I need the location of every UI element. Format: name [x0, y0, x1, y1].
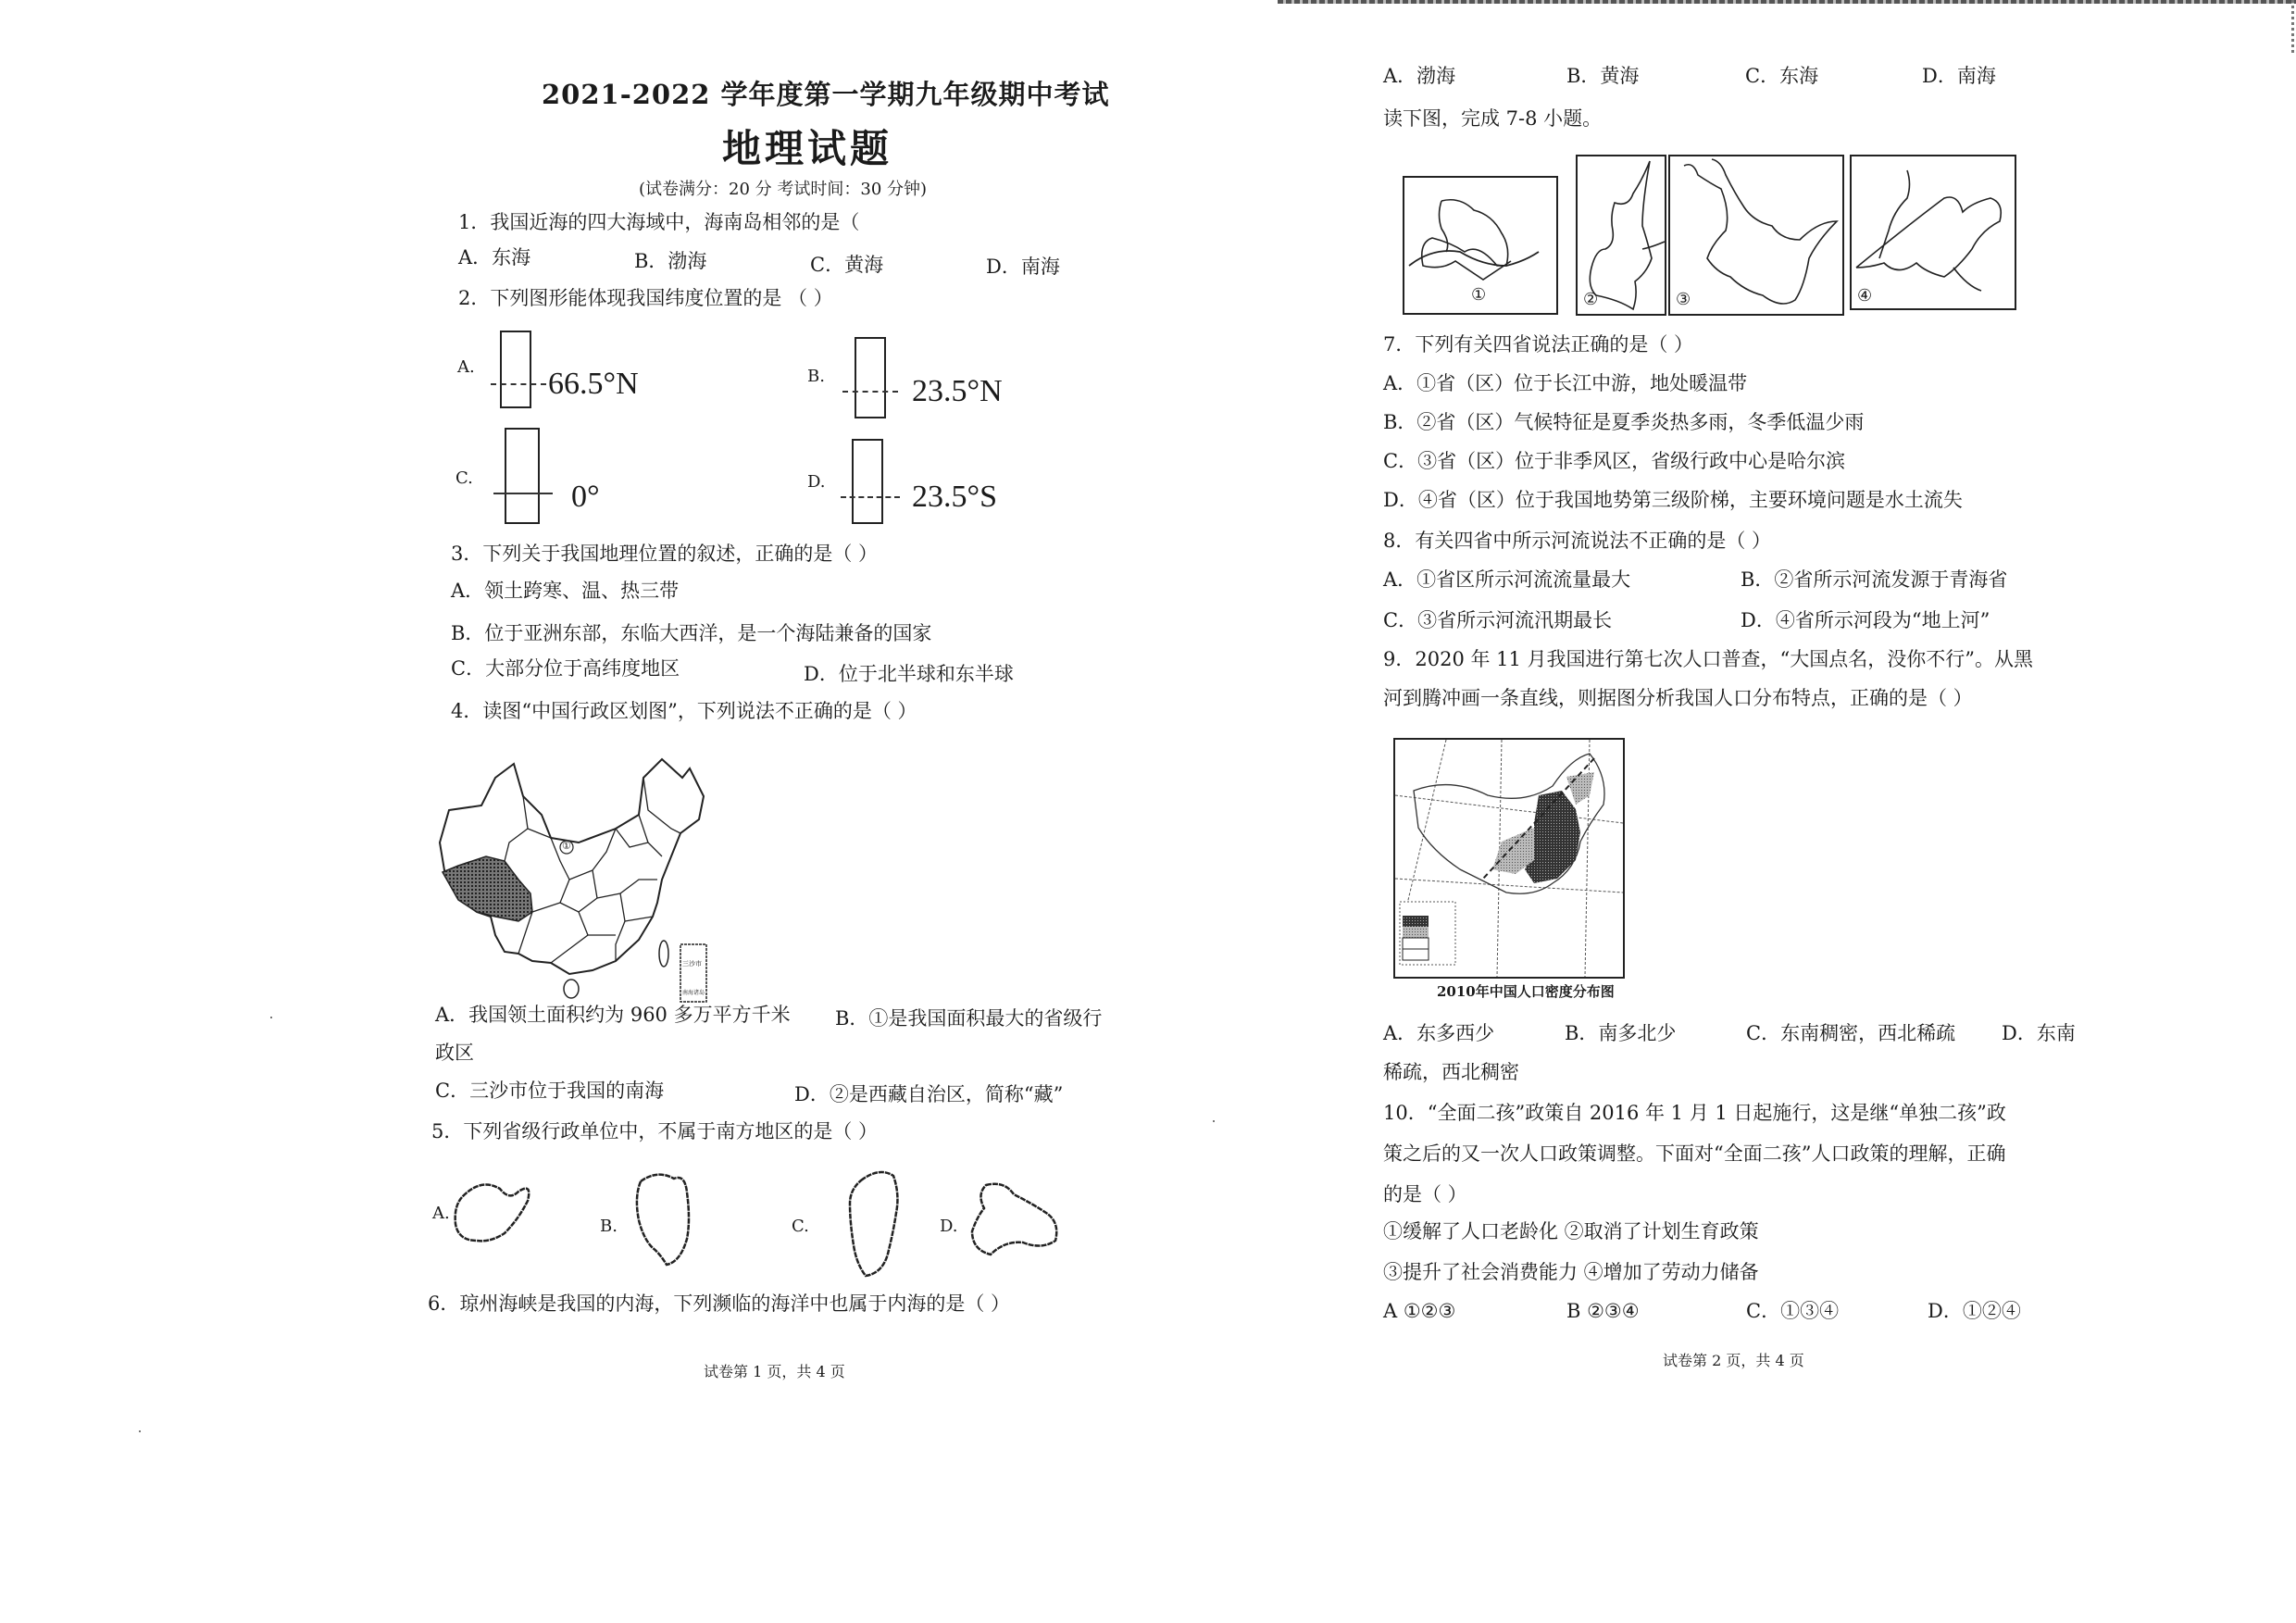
q9-option-a: A．东多西少	[1383, 1022, 1495, 1044]
q4-option-c: C．三沙市位于我国的南海	[435, 1080, 665, 1102]
q2-figure-d-label: 23.5°S	[912, 480, 998, 514]
q2-option-c-letter: C.	[455, 468, 473, 488]
q8-option-d: D．④省所示河段为“地上河”	[1741, 609, 1990, 631]
q8-option-a: A．①省区所示河流流量最大	[1383, 568, 1631, 591]
q8-stem: 8．有关四省中所示河流说法不正确的是（ ）	[1383, 530, 1772, 552]
q4-option-b-cont: 政区	[435, 1042, 474, 1064]
q5-province-shape-b	[630, 1165, 704, 1276]
q8-option-c: C．③省所示河流汛期最长	[1383, 609, 1613, 631]
q7-option-c: C．③省（区）位于非季风区，省级行政中心是哈尔滨	[1383, 450, 1846, 472]
q5-province-shape-c	[842, 1167, 917, 1287]
q4-option-d: D．②是西藏自治区，简称“藏”	[794, 1083, 1064, 1105]
exam-page-2	[1148, 0, 2296, 1623]
q10-option-c: C．①③④	[1746, 1300, 1840, 1322]
subject-title: 地理试题	[722, 126, 893, 171]
q5-province-shape-d	[967, 1176, 1069, 1268]
page-footer-2: 试卷第 2 页，共 4 页	[1663, 1352, 1804, 1369]
q2-option-a-letter: A.	[457, 357, 475, 377]
q10-statements-line1: ①缓解了人口老龄化 ②取消了计划生育政策	[1383, 1220, 1759, 1242]
q5-province-shape-a	[444, 1168, 537, 1252]
q9-stem-line2: 河到腾冲画一条直线，则据图分析我国人口分布特点，正确的是（ ）	[1383, 687, 1973, 709]
q1-option-b: B．渤海	[634, 250, 707, 272]
province-figure-2-label: ②	[1583, 290, 1599, 309]
q2-figure-c-label: 0°	[571, 480, 600, 514]
q7-option-b: B．②省（区）气候特征是夏季炎热多雨，冬季低温少雨	[1383, 411, 1865, 433]
q9-option-d-cont: 稀疏，西北稠密	[1383, 1061, 1519, 1083]
q9-option-c: C．东南稠密，西北稀疏	[1746, 1022, 1956, 1044]
q6-option-c: C．东海	[1745, 65, 1819, 87]
province-figure-2	[1576, 155, 1666, 316]
map-inset-caption: 南海诸岛	[682, 990, 705, 996]
province-figure-4	[1850, 155, 2016, 310]
q2-figure-a-label: 66.5°N	[548, 367, 639, 401]
q10-stem-line1: 10．“全面二孩”政策自 2016 年 1 月 1 日起施行，这是继“单独二孩”政	[1383, 1102, 2006, 1124]
q6-option-a: A．渤海	[1383, 65, 1456, 87]
q2-option-d-letter: D.	[807, 472, 826, 492]
province-figure-3-label: ③	[1676, 290, 1691, 309]
q5-option-c-letter: C.	[792, 1217, 809, 1236]
q7-stem: 7．下列有关四省说法正确的是（ ）	[1383, 333, 1694, 356]
q1-stem: 1．我国近海的四大海域中，海南岛相邻的是（	[458, 211, 860, 233]
q7-8-intro: 读下图，完成 7-8 小题。	[1383, 107, 1603, 130]
q3-option-d: D．位于北半球和东半球	[804, 663, 1014, 685]
q1-option-c: C．黄海	[810, 254, 884, 276]
q3-option-c: C．大部分位于高纬度地区	[451, 657, 680, 680]
q7-option-d: D．④省（区）位于我国地势第三级阶梯，主要环境问题是水土流失	[1383, 489, 1963, 511]
province-figure-1	[1403, 176, 1558, 315]
q2-option-b-letter: B.	[807, 367, 825, 386]
population-map-caption: 2010年中国人口密度分布图	[1437, 983, 1615, 1000]
q5-option-b-letter: B.	[600, 1217, 618, 1236]
province-figure-4-label: ④	[1857, 286, 1873, 306]
q10-stem-line2: 策之后的又一次人口政策调整。下面对“全面二孩”人口政策的理解，正确	[1383, 1142, 2006, 1165]
q2-stem: 2．下列图形能体现我国纬度位置的是 （ ）	[458, 287, 833, 309]
q7-option-a: A．①省（区）位于长江中游，地处暖温带	[1383, 372, 1748, 394]
q3-stem: 3．下列关于我国地理位置的叙述，正确的是（ ）	[451, 543, 879, 565]
province-figure-3	[1668, 155, 1844, 316]
q10-statements-line2: ③提升了社会消费能力 ④增加了劳动力储备	[1383, 1261, 1759, 1283]
q6-option-b: B．黄海	[1566, 65, 1640, 87]
q4-stem: 4．读图“中国行政区划图”，下列说法不正确的是（ ）	[451, 700, 917, 722]
q4-option-b: B．①是我国面积最大的省级行	[835, 1007, 1103, 1030]
q5-option-a-letter: A.	[432, 1204, 450, 1223]
q10-stem-line3: 的是（ ）	[1383, 1183, 1467, 1205]
q10-option-d: D．①②④	[1928, 1300, 2021, 1322]
q6-option-d: D．南海	[1922, 65, 1996, 87]
exam-title: 2021-2022 学年度第一学期九年级期中考试	[542, 79, 1110, 110]
q2-figure-b-label: 23.5°N	[912, 374, 1003, 408]
q5-option-d-letter: D.	[940, 1217, 958, 1236]
page-footer-1: 试卷第 1 页，共 4 页	[704, 1363, 845, 1380]
q9-option-d: D．东南	[2002, 1022, 2076, 1044]
province-figure-1-label: ①	[1471, 285, 1487, 305]
map-inset-sansha: 三沙市	[682, 960, 702, 968]
q8-option-b: B．②省所示河流发源于青海省	[1741, 568, 2008, 591]
q9-option-b: B．南多北少	[1565, 1022, 1677, 1044]
scan-speck	[270, 1017, 272, 1018]
q5-stem: 5．下列省级行政单位中，不属于南方地区的是（ ）	[431, 1120, 879, 1142]
q10-option-a: A ①②③	[1383, 1300, 1456, 1322]
q4-option-a: A．我国领土面积约为 960 多万平方千米	[435, 1004, 791, 1026]
scan-speck	[1213, 1120, 1215, 1122]
q3-option-a: A．领土跨寒、温、热三带	[451, 580, 680, 602]
exam-info: (试卷满分：20 分 考试时间：30 分钟)	[639, 180, 928, 199]
scan-speck	[139, 1430, 141, 1432]
q3-option-b: B．位于亚洲东部，东临大西洋，是一个海陆兼备的国家	[451, 622, 932, 644]
q9-stem-line1: 9．2020 年 11 月我国进行第七次人口普查，“大国点名，没你不行”。从黑	[1383, 648, 2034, 670]
q1-option-d: D．南海	[986, 256, 1060, 278]
q10-option-b: B ②③④	[1566, 1300, 1640, 1322]
q1-option-a: A．东海	[458, 246, 531, 268]
map-marker-1: ①	[562, 840, 571, 852]
q6-stem: 6．琼州海峡是我国的内海，下列濒临的海洋中也属于内海的是（ ）	[428, 1292, 1011, 1315]
